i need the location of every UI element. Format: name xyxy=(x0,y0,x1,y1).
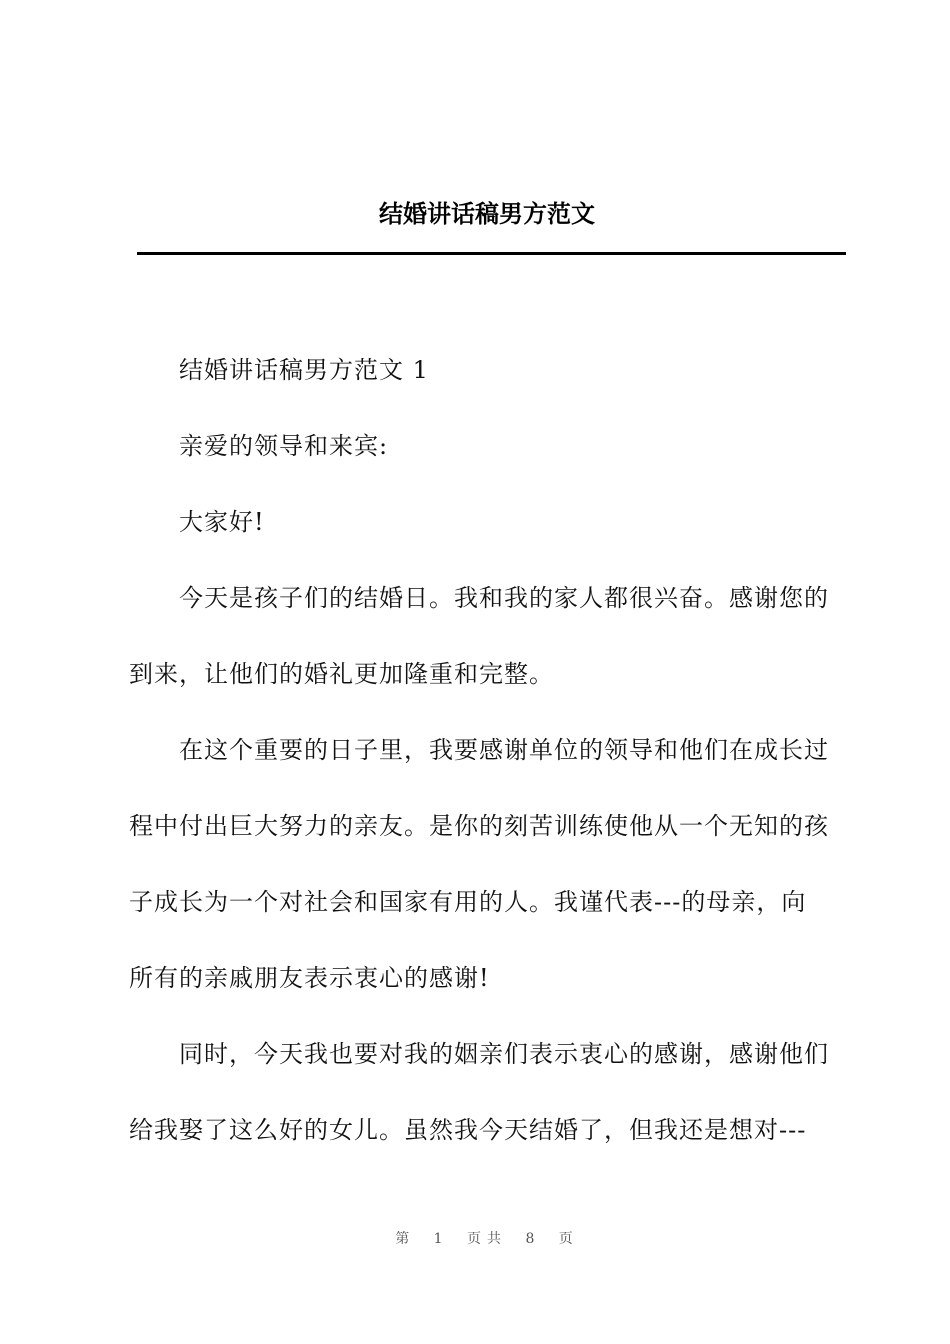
paragraph-thanks-in-laws xyxy=(129,1027,841,1158)
paragraph-line: 所有的亲戚朋友表示衷心的感谢! xyxy=(129,964,490,992)
document-title: 结婚讲话稿男方范文 xyxy=(379,200,595,228)
paragraph-thanks-leaders xyxy=(129,723,841,1006)
paragraph-line: 到来，让他们的婚礼更加隆重和完整。 xyxy=(129,660,554,688)
paragraph-line: 同时，今天我也要对我的姻亲们表示衷心的感谢，感谢他们 xyxy=(179,1040,829,1068)
paragraph-line: 在这个重要的日子里，我要感谢单位的领导和他们在成长过 xyxy=(179,736,829,764)
page-number-footer: 第 1 页共 8 页 xyxy=(395,1231,579,1247)
paragraph-line: 大家好! xyxy=(179,508,265,536)
paragraph-salutation xyxy=(129,419,841,474)
title-underline-rule xyxy=(137,252,846,255)
paragraph-line: 程中付出巨大努力的亲友。是你的刻苦训练使他从一个无知的孩 xyxy=(129,812,829,840)
paragraph-line: 子成长为一个对社会和国家有用的人。我谨代表---的母亲，向 xyxy=(129,888,807,916)
paragraph-heading xyxy=(129,343,841,398)
paragraph-line: 亲爱的领导和来宾: xyxy=(179,432,389,460)
paragraph-greeting xyxy=(129,495,841,550)
paragraph-line: 给我娶了这么好的女儿。虽然我今天结婚了，但我还是想对--- xyxy=(129,1116,807,1144)
paragraph-line: 结婚讲话稿男方范文 1 xyxy=(179,356,429,384)
document-body xyxy=(129,343,841,1179)
paragraph-line: 今天是孩子们的结婚日。我和我的家人都很兴奋。感谢您的 xyxy=(179,584,829,612)
paragraph-wedding-day xyxy=(129,571,841,702)
